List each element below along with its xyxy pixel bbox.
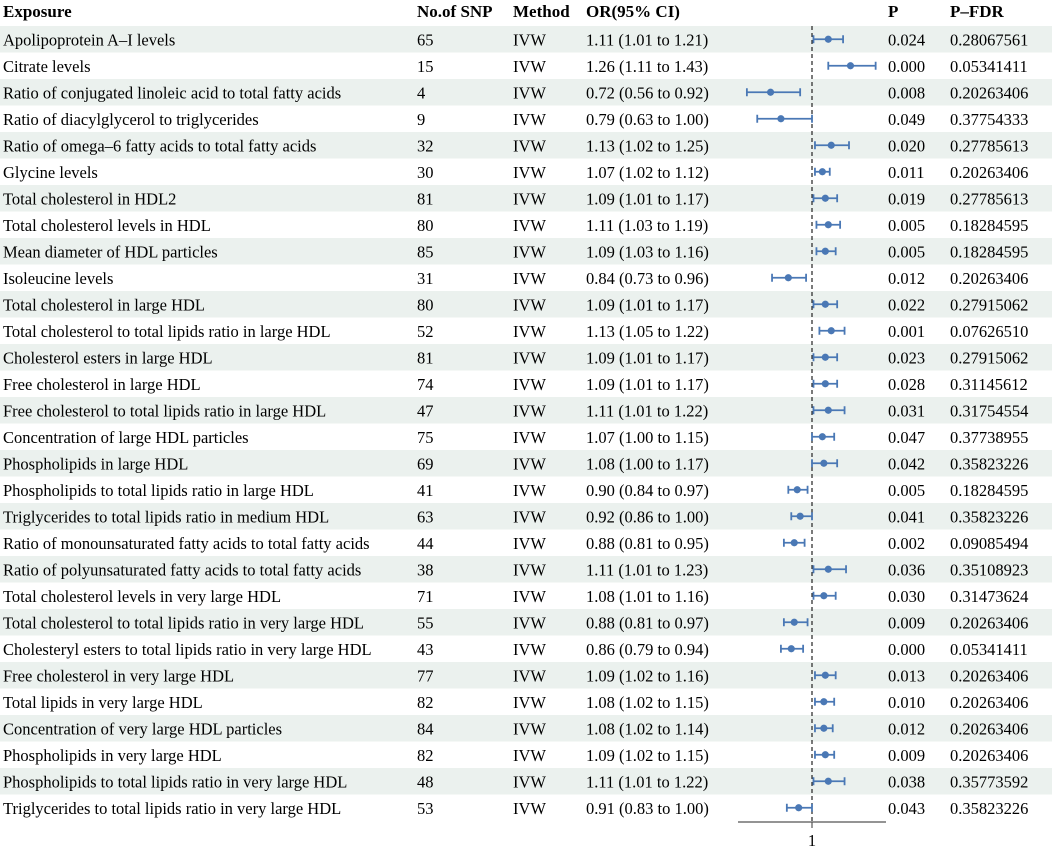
exposure-label: Ratio of omega–6 fatty acids to total fatty acids xyxy=(3,136,317,156)
or-ci-value: 1.11 (1.01 to 1.21) xyxy=(586,30,709,50)
method-value: IVW xyxy=(513,162,546,182)
method-value: IVW xyxy=(513,321,546,341)
p-fdr-value: 0.27915062 xyxy=(950,348,1029,368)
exposure-label: Free cholesterol to total lipids ratio in large HDL xyxy=(3,401,327,421)
p-fdr-value: 0.37754333 xyxy=(950,109,1029,129)
or-point xyxy=(822,301,829,308)
table-row xyxy=(3,375,1028,394)
x-axis-tick-label: 1 xyxy=(807,831,817,850)
p-value: 0.049 xyxy=(888,109,926,129)
method-value: IVW xyxy=(513,189,546,209)
exposure-label: Total cholesterol in large HDL xyxy=(3,295,205,315)
or-point xyxy=(822,354,829,361)
method-value: IVW xyxy=(513,586,546,606)
or-point xyxy=(797,513,804,520)
method-value: IVW xyxy=(513,560,546,580)
p-fdr-value: 0.05341411 xyxy=(950,56,1028,76)
method-value: IVW xyxy=(513,745,546,765)
or-ci-value: 1.11 (1.03 to 1.19) xyxy=(586,215,709,235)
p-value: 0.011 xyxy=(888,162,925,182)
or-ci-value: 1.08 (1.01 to 1.16) xyxy=(586,586,709,606)
or-point xyxy=(820,592,827,599)
or-point xyxy=(777,115,784,122)
or-ci-value: 1.08 (1.02 to 1.15) xyxy=(586,692,709,712)
exposure-label: Phospholipids to total lipids ratio in large HDL xyxy=(3,480,314,500)
exposure-label: Citrate levels xyxy=(3,56,91,76)
or-ci-value: 0.86 (0.79 to 0.94) xyxy=(586,639,709,659)
nsnp-value: 43 xyxy=(417,639,434,659)
nsnp-value: 74 xyxy=(417,374,434,394)
header-pfdr: P–FDR xyxy=(950,2,1004,21)
exposure-label: Concentration of large HDL particles xyxy=(3,427,249,447)
table-row xyxy=(3,640,1028,659)
or-ci-value: 0.72 (0.56 to 0.92) xyxy=(586,83,709,103)
nsnp-value: 55 xyxy=(417,613,434,633)
method-value: IVW xyxy=(513,295,546,315)
or-ci-value: 1.07 (1.02 to 1.12) xyxy=(586,162,709,182)
or-point xyxy=(847,62,854,69)
p-value: 0.010 xyxy=(888,692,926,712)
header-method: Method xyxy=(513,2,570,21)
or-point xyxy=(794,486,801,493)
exposure-label: Cholesterol esters in large HDL xyxy=(3,348,213,368)
nsnp-value: 15 xyxy=(417,56,434,76)
method-value: IVW xyxy=(513,613,546,633)
method-value: IVW xyxy=(513,109,546,129)
or-ci-value: 1.26 (1.11 to 1.43) xyxy=(586,56,709,76)
nsnp-value: 82 xyxy=(417,745,434,765)
p-fdr-value: 0.35823226 xyxy=(950,454,1029,474)
or-ci-value: 0.88 (0.81 to 0.95) xyxy=(586,533,709,553)
exposure-label: Total cholesterol to total lipids ratio in very large HDL xyxy=(3,613,364,633)
method-value: IVW xyxy=(513,348,546,368)
or-ci-value: 0.88 (0.81 to 0.97) xyxy=(586,613,709,633)
or-ci-value: 1.11 (1.01 to 1.22) xyxy=(586,401,709,421)
exposure-label: Total cholesterol levels in very large HDL xyxy=(3,586,282,606)
p-value: 0.012 xyxy=(888,268,926,288)
or-point xyxy=(820,460,827,467)
nsnp-value: 52 xyxy=(417,321,434,341)
p-value: 0.005 xyxy=(888,480,926,500)
p-value: 0.009 xyxy=(888,613,926,633)
nsnp-value: 82 xyxy=(417,692,434,712)
p-value: 0.005 xyxy=(888,242,926,262)
or-point xyxy=(825,778,832,785)
p-value: 0.012 xyxy=(888,719,926,739)
p-fdr-value: 0.18284595 xyxy=(950,480,1029,500)
or-point xyxy=(785,274,792,281)
method-value: IVW xyxy=(513,639,546,659)
or-ci-value: 0.92 (0.86 to 1.00) xyxy=(586,507,709,527)
or-ci-value: 1.13 (1.02 to 1.25) xyxy=(586,136,709,156)
or-point xyxy=(791,619,798,626)
p-value: 0.019 xyxy=(888,189,926,209)
method-value: IVW xyxy=(513,772,546,792)
nsnp-value: 80 xyxy=(417,295,434,315)
method-value: IVW xyxy=(513,374,546,394)
or-ci-value: 0.84 (0.73 to 0.96) xyxy=(586,268,709,288)
nsnp-value: 4 xyxy=(417,83,426,103)
or-point xyxy=(788,645,795,652)
p-fdr-value: 0.20263406 xyxy=(950,83,1029,103)
exposure-label: Apolipoprotein A–I levels xyxy=(3,30,176,50)
p-fdr-value: 0.37738955 xyxy=(950,427,1029,447)
method-value: IVW xyxy=(513,56,546,76)
nsnp-value: 47 xyxy=(417,401,434,421)
table-row xyxy=(3,163,1028,182)
exposure-label: Ratio of polyunsaturated fatty acids to total fatty acids xyxy=(3,560,362,580)
nsnp-value: 80 xyxy=(417,215,434,235)
or-point xyxy=(822,751,829,758)
exposure-label: Mean diameter of HDL particles xyxy=(3,242,218,262)
table-row xyxy=(3,746,1028,765)
p-fdr-value: 0.18284595 xyxy=(950,242,1029,262)
header-nsnp: No.of SNP xyxy=(417,2,493,21)
table-row xyxy=(3,110,1028,129)
exposure-label: Triglycerides to total lipids ratio in medium HDL xyxy=(3,507,330,527)
nsnp-value: 41 xyxy=(417,480,434,500)
exposure-label: Total cholesterol levels in HDL xyxy=(3,215,211,235)
method-value: IVW xyxy=(513,480,546,500)
x-axis xyxy=(738,822,886,850)
or-point xyxy=(819,433,826,440)
or-ci-value: 1.08 (1.00 to 1.17) xyxy=(586,454,709,474)
nsnp-value: 81 xyxy=(417,189,434,209)
or-point xyxy=(820,698,827,705)
or-point xyxy=(825,566,832,573)
method-value: IVW xyxy=(513,136,546,156)
p-value: 0.000 xyxy=(888,56,926,76)
p-fdr-value: 0.27785613 xyxy=(950,189,1029,209)
nsnp-value: 84 xyxy=(417,719,434,739)
nsnp-value: 63 xyxy=(417,507,434,527)
or-ci-value: 1.09 (1.01 to 1.17) xyxy=(586,189,709,209)
nsnp-value: 30 xyxy=(417,162,434,182)
method-value: IVW xyxy=(513,30,546,50)
nsnp-value: 65 xyxy=(417,30,434,50)
p-fdr-value: 0.35773592 xyxy=(950,772,1029,792)
table-row xyxy=(3,534,1028,553)
exposure-label: Free cholesterol in large HDL xyxy=(3,374,201,394)
p-fdr-value: 0.20263406 xyxy=(950,162,1029,182)
or-point xyxy=(828,327,835,334)
nsnp-value: 9 xyxy=(417,109,426,129)
exposure-label: Glycine levels xyxy=(3,162,98,182)
or-point xyxy=(825,221,832,228)
p-value: 0.047 xyxy=(888,427,926,447)
method-value: IVW xyxy=(513,719,546,739)
or-ci-value: 0.79 (0.63 to 1.00) xyxy=(586,109,709,129)
or-point xyxy=(767,89,774,96)
p-fdr-value: 0.20263406 xyxy=(950,613,1029,633)
or-ci-value: 1.09 (1.01 to 1.17) xyxy=(586,348,709,368)
p-fdr-value: 0.20263406 xyxy=(950,745,1029,765)
p-fdr-value: 0.07626510 xyxy=(950,321,1029,341)
nsnp-value: 69 xyxy=(417,454,434,474)
or-ci-value: 0.91 (0.83 to 1.00) xyxy=(586,798,709,818)
or-point xyxy=(822,195,829,202)
p-fdr-value: 0.31473624 xyxy=(950,586,1029,606)
method-value: IVW xyxy=(513,454,546,474)
p-value: 0.043 xyxy=(888,798,926,818)
exposure-label: Phospholipids in large HDL xyxy=(3,454,189,474)
p-fdr-value: 0.28067561 xyxy=(950,30,1029,50)
or-point xyxy=(819,168,826,175)
exposure-label: Ratio of diacylglycerol to triglycerides xyxy=(3,109,259,129)
nsnp-value: 44 xyxy=(417,533,434,553)
p-value: 0.000 xyxy=(888,639,926,659)
or-point xyxy=(822,672,829,679)
or-point xyxy=(795,804,802,811)
or-point xyxy=(825,36,832,43)
p-fdr-value: 0.20263406 xyxy=(950,719,1029,739)
or-ci-value: 1.11 (1.01 to 1.23) xyxy=(586,560,709,580)
or-ci-value: 1.08 (1.02 to 1.14) xyxy=(586,719,709,739)
method-value: IVW xyxy=(513,533,546,553)
p-value: 0.023 xyxy=(888,348,926,368)
p-value: 0.009 xyxy=(888,745,926,765)
p-value: 0.028 xyxy=(888,374,926,394)
p-value: 0.013 xyxy=(888,666,926,686)
p-value: 0.030 xyxy=(888,586,926,606)
header-p: P xyxy=(888,2,899,21)
p-value: 0.038 xyxy=(888,772,926,792)
p-fdr-value: 0.35108923 xyxy=(950,560,1029,580)
nsnp-value: 32 xyxy=(417,136,434,156)
table-row xyxy=(3,269,1028,288)
nsnp-value: 77 xyxy=(417,666,434,686)
method-value: IVW xyxy=(513,215,546,235)
p-fdr-value: 0.18284595 xyxy=(950,215,1029,235)
p-fdr-value: 0.31754554 xyxy=(950,401,1029,421)
or-ci-value: 1.09 (1.03 to 1.16) xyxy=(586,242,709,262)
nsnp-value: 85 xyxy=(417,242,434,262)
nsnp-value: 31 xyxy=(417,268,434,288)
table-row xyxy=(3,481,1028,500)
or-ci-value: 1.07 (1.00 to 1.15) xyxy=(586,427,709,447)
method-value: IVW xyxy=(513,83,546,103)
header-exposure: Exposure xyxy=(3,2,72,21)
p-fdr-value: 0.31145612 xyxy=(950,374,1028,394)
p-fdr-value: 0.20263406 xyxy=(950,666,1029,686)
exposure-label: Ratio of conjugated linoleic acid to total fatty acids xyxy=(3,83,342,103)
p-value: 0.022 xyxy=(888,295,926,315)
method-value: IVW xyxy=(513,666,546,686)
nsnp-value: 81 xyxy=(417,348,434,368)
exposure-label: Triglycerides to total lipids ratio in very large HDL xyxy=(3,798,342,818)
exposure-label: Total lipids in very large HDL xyxy=(3,692,203,712)
p-fdr-value: 0.09085494 xyxy=(950,533,1029,553)
p-fdr-value: 0.20263406 xyxy=(950,692,1029,712)
or-point xyxy=(820,725,827,732)
or-ci-value: 1.09 (1.02 to 1.16) xyxy=(586,666,709,686)
exposure-label: Isoleucine levels xyxy=(3,268,114,288)
table-row xyxy=(3,322,1028,341)
exposure-label: Ratio of monounsaturated fatty acids to total fatty acids xyxy=(3,533,370,553)
nsnp-value: 53 xyxy=(417,798,434,818)
or-ci-value: 1.09 (1.01 to 1.17) xyxy=(586,295,709,315)
or-ci-value: 1.11 (1.01 to 1.22) xyxy=(586,772,709,792)
or-ci-value: 0.90 (0.84 to 0.97) xyxy=(586,480,709,500)
p-value: 0.036 xyxy=(888,560,926,580)
p-fdr-value: 0.27915062 xyxy=(950,295,1029,315)
nsnp-value: 38 xyxy=(417,560,434,580)
or-point xyxy=(825,407,832,414)
table-header xyxy=(3,2,1005,21)
p-fdr-value: 0.27785613 xyxy=(950,136,1029,156)
p-fdr-value: 0.35823226 xyxy=(950,798,1029,818)
table-row xyxy=(3,216,1028,235)
method-value: IVW xyxy=(513,242,546,262)
p-fdr-value: 0.20263406 xyxy=(950,268,1029,288)
method-value: IVW xyxy=(513,692,546,712)
p-value: 0.005 xyxy=(888,215,926,235)
p-fdr-value: 0.35823226 xyxy=(950,507,1029,527)
method-value: IVW xyxy=(513,268,546,288)
p-value: 0.024 xyxy=(888,30,926,50)
nsnp-value: 75 xyxy=(417,427,434,447)
nsnp-value: 48 xyxy=(417,772,434,792)
or-ci-value: 1.09 (1.01 to 1.17) xyxy=(586,374,709,394)
p-value: 0.042 xyxy=(888,454,926,474)
method-value: IVW xyxy=(513,427,546,447)
table-row xyxy=(3,693,1028,712)
p-value: 0.041 xyxy=(888,507,926,527)
exposure-label: Phospholipids to total lipids ratio in very large HDL xyxy=(3,772,348,792)
or-ci-value: 1.09 (1.02 to 1.15) xyxy=(586,745,709,765)
exposure-label: Total cholesterol to total lipids ratio in large HDL xyxy=(3,321,331,341)
table-row xyxy=(3,587,1028,606)
or-point xyxy=(791,539,798,546)
or-point xyxy=(822,248,829,255)
exposure-label: Total cholesterol in HDL2 xyxy=(3,189,177,209)
header-or: OR(95% CI) xyxy=(586,2,680,21)
or-point xyxy=(828,142,835,149)
method-value: IVW xyxy=(513,798,546,818)
table-row xyxy=(3,428,1028,447)
p-value: 0.002 xyxy=(888,533,926,553)
table-row xyxy=(3,799,1028,818)
p-value: 0.008 xyxy=(888,83,926,103)
exposure-label: Concentration of very large HDL particles xyxy=(3,719,283,739)
or-point xyxy=(822,380,829,387)
method-value: IVW xyxy=(513,507,546,527)
method-value: IVW xyxy=(513,401,546,421)
p-value: 0.001 xyxy=(888,321,926,341)
p-value: 0.031 xyxy=(888,401,926,421)
or-ci-value: 1.13 (1.05 to 1.22) xyxy=(586,321,709,341)
p-value: 0.020 xyxy=(888,136,926,156)
exposure-label: Cholesteryl esters to total lipids ratio in very large HDL xyxy=(3,639,372,659)
nsnp-value: 71 xyxy=(417,586,434,606)
p-fdr-value: 0.05341411 xyxy=(950,639,1028,659)
exposure-label: Free cholesterol in very large HDL xyxy=(3,666,235,686)
exposure-label: Phospholipids in very large HDL xyxy=(3,745,222,765)
